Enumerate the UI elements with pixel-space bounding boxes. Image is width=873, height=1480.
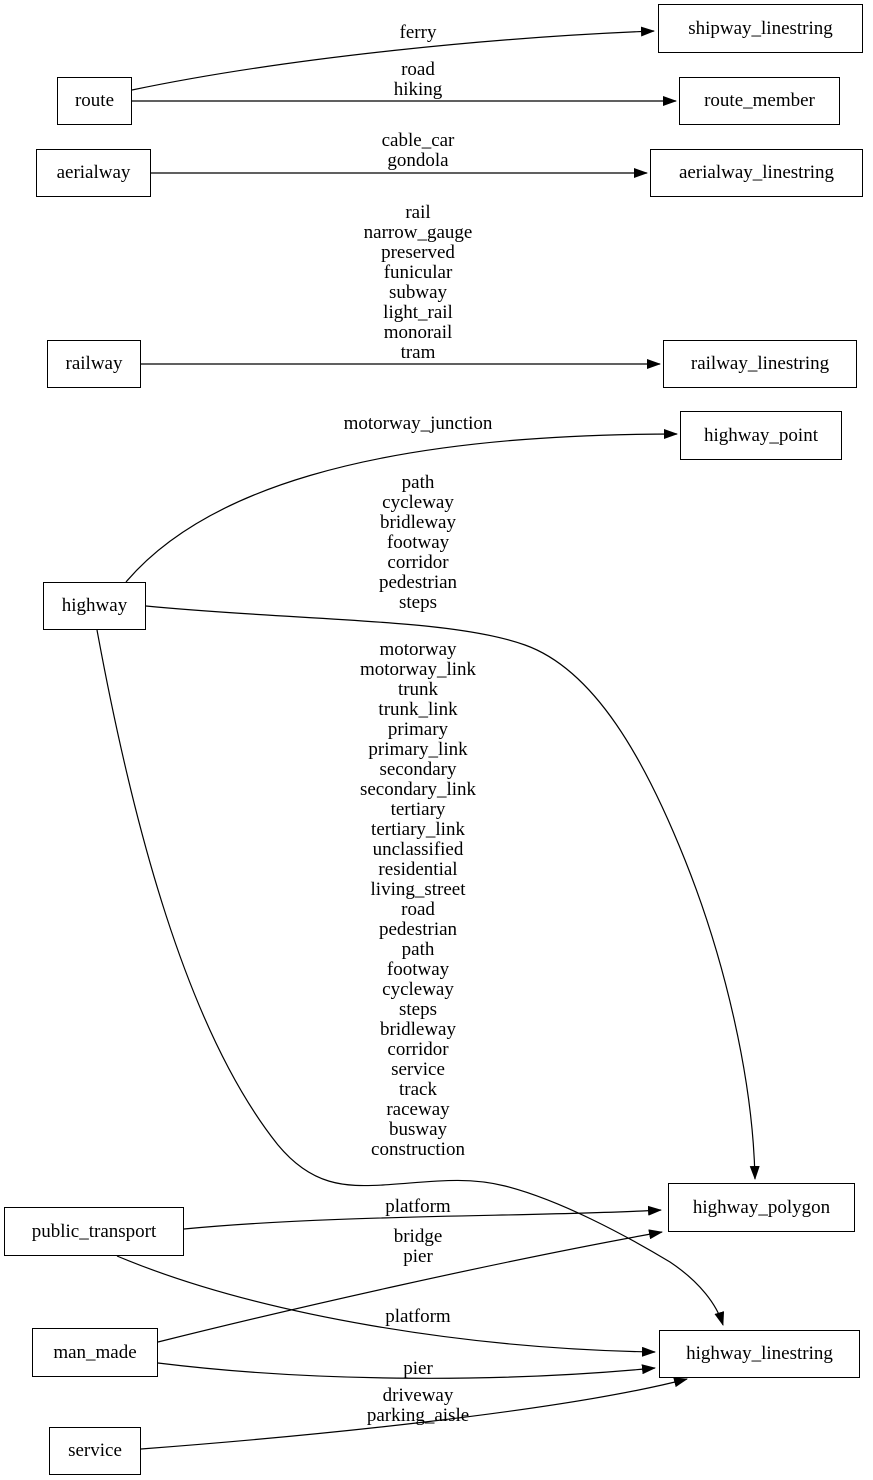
edge-label-line: corridor (387, 552, 449, 573)
edge-label-man_made-to-highway_linestring (403, 1359, 433, 1379)
edge-label-line: tram (400, 342, 436, 363)
edge-label-line: busway (388, 1119, 448, 1140)
edge-label-line: service (391, 1059, 445, 1080)
edge-label-line: primary_link (368, 739, 468, 760)
node-label: highway_linestring (686, 1343, 833, 1364)
node-label: highway_polygon (692, 1196, 831, 1218)
node-railway (47, 340, 141, 388)
edge-label-line: motorway_link (359, 659, 477, 680)
edge-public_transport-to-highway_linestring (117, 1256, 655, 1352)
node-label: service (68, 1440, 122, 1461)
node-route_member (679, 77, 840, 125)
node-label: public_transport (31, 1220, 157, 1242)
edge-label-railway-to-railway_linestring (364, 203, 473, 363)
node-highway_point (680, 411, 842, 460)
edge-label-line: road (401, 59, 435, 80)
edge-label-public_transport-to-highway_linestring (385, 1307, 450, 1327)
edge-label-line: pier (403, 1246, 433, 1267)
edge-label-line: trunk (397, 679, 439, 700)
node-man_made (32, 1328, 158, 1377)
edge-label-aerialway-to-aerialway_linestring (382, 131, 455, 171)
edge-label-line: pier (403, 1358, 433, 1379)
edge-label-line: bridleway (380, 512, 456, 533)
node-aerialway (36, 149, 151, 197)
edge-label-line: preserved (381, 242, 455, 263)
edge-label-line: pedestrian (378, 919, 458, 940)
node-label: railway_linestring (690, 353, 830, 374)
edge-label-line: construction (371, 1139, 465, 1160)
edge-label-line: unclassified (372, 839, 464, 860)
edge-label-line: trunk_link (378, 699, 458, 720)
edge-label-line: narrow_gauge (363, 222, 473, 243)
node-aerialway_linestring (650, 149, 863, 197)
node-shipway_linestring (658, 4, 863, 53)
edge-label-route-to-shipway_linestring (400, 23, 437, 43)
edge-label-line: subway (388, 282, 448, 303)
edge-label-line: path (401, 472, 435, 493)
node-label: route (74, 90, 115, 111)
edge-label-line: light_rail (383, 302, 453, 323)
edge-label-line: secondary_link (359, 779, 477, 800)
edge-label-line: footway (386, 959, 450, 980)
edge-label-line: corridor (387, 1039, 449, 1060)
edge-label-line: platform (385, 1306, 451, 1327)
edge-label-line: ferry (399, 22, 437, 43)
edge-label-line: path (401, 939, 435, 960)
edge-label-line: motorway_junction (343, 413, 493, 434)
edge-label-line: driveway (382, 1385, 454, 1406)
edge-label-line: track (399, 1079, 437, 1100)
node-public_transport (4, 1207, 184, 1256)
node-highway_linestring (659, 1330, 860, 1378)
edge-label-line: tertiary_link (371, 819, 465, 840)
edge-label-line: rail (405, 202, 431, 223)
edge-label-highway-to-highway_polygon (379, 473, 457, 613)
edge-label-route-to-route_member (394, 60, 443, 100)
edge-label-line: steps (398, 999, 437, 1020)
edge-label-line: platform (385, 1196, 451, 1217)
edge-label-line: residential (378, 859, 458, 880)
edge-label-highway-to-highway_point (344, 414, 493, 434)
edge-label-line: raceway (386, 1099, 450, 1120)
node-railway_linestring (663, 340, 857, 388)
edge-label-line: gondola (387, 150, 449, 171)
node-service (49, 1427, 141, 1475)
node-label: aerialway_linestring (678, 162, 835, 183)
node-label: railway (65, 353, 123, 374)
node-route (57, 77, 132, 125)
edge-label-line: funicular (383, 262, 453, 283)
node-label: highway (61, 595, 128, 616)
node-label: route_member (704, 90, 815, 111)
edge-label-line: pedestrian (378, 572, 458, 593)
edge-label-line: monorail (383, 322, 453, 343)
edge-label-highway-to-highway_linestring (360, 640, 476, 1160)
edge-label-line: cycleway (382, 979, 454, 1000)
edge-label-line: motorway (379, 639, 457, 660)
edge-label-line: primary (387, 719, 449, 740)
edge-label-line: steps (398, 592, 437, 613)
edge-label-line: road (401, 899, 435, 920)
edge-label-public_transport-to-highway_polygon (385, 1197, 450, 1217)
edge-label-line: cable_car (381, 130, 455, 151)
node-label: man_made (53, 1341, 137, 1363)
edge-label-man_made-to-highway_polygon (394, 1227, 443, 1267)
edge-label-line: hiking (393, 79, 443, 100)
edge-label-service-to-highway_linestring (367, 1386, 469, 1426)
node-label: shipway_linestring (688, 17, 833, 39)
node-highway_polygon (668, 1183, 855, 1232)
edge-label-line: parking_aisle (366, 1405, 470, 1426)
edge-label-line: bridleway (380, 1019, 456, 1040)
edge-label-line: secondary (379, 759, 457, 780)
edge-label-line: footway (386, 532, 450, 553)
node-highway (43, 582, 146, 630)
edge-label-line: bridge (393, 1226, 443, 1247)
edge-label-line: tertiary (390, 799, 446, 820)
edge-label-line: cycleway (382, 492, 454, 513)
edge-label-line: living_street (370, 879, 466, 900)
node-label: highway_point (704, 424, 818, 446)
node-label: aerialway (56, 162, 131, 183)
